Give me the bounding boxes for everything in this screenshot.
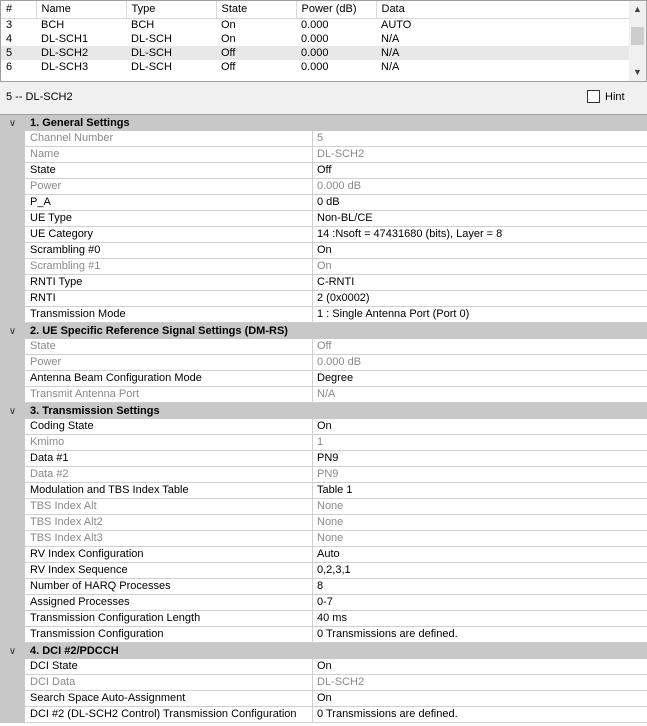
property-name: Scrambling #1 (25, 259, 313, 275)
category-header[interactable] (0, 643, 647, 659)
property-row[interactable] (0, 419, 647, 435)
cell-power: 0.000 (296, 46, 376, 60)
property-name: Assigned Processes (25, 595, 313, 611)
property-row (0, 259, 647, 275)
cell-power: 0.000 (301, 18, 329, 31)
cell-power: 0.000 (301, 60, 329, 73)
property-row[interactable] (0, 195, 647, 211)
cell-data: AUTO (381, 18, 412, 31)
row-gutter (0, 355, 25, 371)
category-header[interactable] (0, 403, 647, 419)
property-value: On (313, 259, 647, 275)
property-row[interactable] (0, 451, 647, 467)
property-value[interactable]: On (313, 659, 647, 675)
property-value[interactable]: Table 1 (313, 483, 647, 499)
cell-state: On (221, 32, 236, 45)
category-title: 1. General Settings (30, 117, 130, 129)
cell-num: 4 (6, 32, 13, 45)
property-row (0, 467, 647, 483)
scroll-up-icon[interactable]: ▲ (633, 4, 642, 14)
property-value: DL-SCH2 (313, 675, 647, 691)
property-value[interactable]: 1 : Single Antenna Port (Port 0) (313, 307, 647, 323)
cell-state: On (221, 18, 236, 31)
property-name: Transmission Mode (25, 307, 313, 323)
col-header-type[interactable]: Type (126, 1, 216, 18)
property-name: DCI #2 (DL-SCH2 Control) Transmission Configuration (25, 707, 313, 723)
property-row[interactable] (0, 691, 647, 707)
row-gutter (0, 675, 25, 691)
property-value[interactable]: 40 ms (313, 611, 647, 627)
row-gutter (0, 275, 25, 291)
property-name: RNTI (25, 291, 313, 307)
row-gutter (0, 691, 25, 707)
row-gutter (0, 291, 25, 307)
property-value: None (313, 515, 647, 531)
scroll-down-icon[interactable]: ▼ (633, 67, 642, 77)
cell-type: DL-SCH (131, 32, 172, 45)
row-gutter (0, 227, 25, 243)
hint-label: Hint (605, 90, 625, 103)
property-row[interactable] (0, 659, 647, 675)
property-row[interactable] (0, 595, 647, 611)
selected-channel-label: 5 -- DL-SCH2 (6, 91, 73, 103)
property-name: P_A (25, 195, 313, 211)
property-value: PN9 (313, 467, 647, 483)
row-gutter (0, 419, 25, 435)
row-gutter (0, 467, 25, 483)
row-gutter (0, 515, 25, 531)
property-name: Scrambling #0 (25, 243, 313, 259)
category-title: 4. DCI #2/PDCCH (30, 645, 119, 657)
row-gutter (0, 243, 25, 259)
cell-data: N/A (381, 32, 400, 45)
property-value: 0.000 dB (313, 355, 647, 371)
row-gutter (0, 483, 25, 499)
property-row (0, 499, 647, 515)
property-value[interactable]: 0 dB (313, 195, 647, 211)
table-row[interactable] (1, 18, 629, 32)
property-name: Transmission Configuration (25, 627, 313, 643)
row-gutter (0, 579, 25, 595)
property-name: Antenna Beam Configuration Mode (25, 371, 313, 387)
property-name: Data #1 (25, 451, 313, 467)
category-header[interactable] (0, 115, 647, 131)
property-grid (0, 114, 647, 726)
property-name: UE Category (25, 227, 313, 243)
property-name: Transmit Antenna Port (25, 387, 313, 403)
property-value[interactable]: 0 Transmissions are defined. (313, 627, 647, 643)
cell-num: 6 (6, 60, 13, 73)
property-value[interactable]: 0 Transmissions are defined. (313, 707, 647, 723)
row-gutter (0, 259, 25, 275)
cell-data: N/A (376, 46, 629, 60)
property-value[interactable]: 14 :Nsoft = 47431680 (bits), Layer = 8 (313, 227, 647, 243)
row-gutter (0, 211, 25, 227)
row-gutter (0, 531, 25, 547)
property-row[interactable] (0, 291, 647, 307)
property-row[interactable] (0, 563, 647, 579)
property-name: UE Type (25, 211, 313, 227)
row-gutter (0, 339, 25, 355)
property-row[interactable] (0, 275, 647, 291)
category-header[interactable] (0, 323, 647, 339)
row-gutter (0, 163, 25, 179)
property-row[interactable] (0, 707, 647, 723)
cell-name: DL-SCH3 (41, 60, 89, 73)
cell-state: Off (221, 60, 236, 73)
collapse-chevron-icon[interactable]: ∨ (8, 645, 17, 657)
collapse-chevron-icon[interactable]: ∨ (8, 405, 17, 417)
property-name: TBS Index Alt (25, 499, 313, 515)
property-name: DCI State (25, 659, 313, 675)
row-gutter (0, 307, 25, 323)
property-name: State (25, 339, 313, 355)
property-value[interactable]: Off (313, 163, 647, 179)
property-row[interactable] (0, 227, 647, 243)
table-row[interactable] (1, 46, 629, 60)
property-row[interactable] (0, 211, 647, 227)
row-gutter (0, 435, 25, 451)
property-row[interactable] (0, 243, 647, 259)
cell-type: DL-SCH (131, 60, 172, 73)
property-name: RNTI Type (25, 275, 313, 291)
row-gutter (0, 371, 25, 387)
property-row (0, 131, 647, 147)
property-name: State (25, 163, 313, 179)
property-name: Modulation and TBS Index Table (25, 483, 313, 499)
property-name: DCI Data (25, 675, 313, 691)
collapse-chevron-icon[interactable]: ∨ (8, 117, 17, 129)
row-gutter (0, 659, 25, 675)
property-name: Search Space Auto-Assignment (25, 691, 313, 707)
col-header-power[interactable]: Power (dB) (296, 1, 376, 18)
row-gutter (0, 147, 25, 163)
property-value[interactable]: 0,2,3,1 (313, 563, 647, 579)
cell-name: DL-SCH2 (36, 46, 126, 60)
channel-grid (1, 1, 630, 74)
property-name: Data #2 (25, 467, 313, 483)
property-value[interactable]: PN9 (313, 451, 647, 467)
cell-state: Off (216, 46, 296, 60)
property-value: DL-SCH2 (313, 147, 647, 163)
property-name: Power (25, 179, 313, 195)
property-value[interactable]: 0-7 (313, 595, 647, 611)
property-value: 5 (313, 131, 647, 147)
property-row (0, 435, 647, 451)
channel-table-header (1, 1, 629, 18)
row-gutter (0, 195, 25, 211)
property-value: Off (313, 339, 647, 355)
row-gutter (0, 131, 25, 147)
property-name: Power (25, 355, 313, 371)
col-header-state[interactable]: State (216, 1, 296, 18)
property-value[interactable]: Auto (313, 547, 647, 563)
property-row (0, 675, 647, 691)
channel-table (0, 0, 647, 82)
property-row (0, 339, 647, 355)
property-row (0, 531, 647, 547)
property-value[interactable]: C-RNTI (313, 275, 647, 291)
property-name: TBS Index Alt3 (25, 531, 313, 547)
scrollbar-thumb[interactable] (631, 27, 644, 45)
row-gutter (0, 451, 25, 467)
property-value[interactable]: Degree (313, 371, 647, 387)
cell-name: BCH (41, 18, 65, 31)
property-value[interactable]: On (313, 691, 647, 707)
row-gutter (0, 611, 25, 627)
category-title: 3. Transmission Settings (30, 405, 160, 417)
property-row (0, 355, 647, 371)
col-header-data[interactable]: Data (376, 1, 629, 18)
row-gutter (0, 179, 25, 195)
property-value[interactable]: Non-BL/CE (313, 211, 647, 227)
property-value: None (313, 499, 647, 515)
property-row[interactable] (0, 611, 647, 627)
property-row[interactable] (0, 579, 647, 595)
row-gutter (0, 547, 25, 563)
property-value[interactable]: On (313, 419, 647, 435)
property-name: Transmission Configuration Length (25, 611, 313, 627)
row-gutter (0, 707, 25, 723)
hint-checkbox-box[interactable] (587, 90, 600, 103)
row-gutter (0, 627, 25, 643)
property-row[interactable] (0, 483, 647, 499)
category-title: 2. UE Specific Reference Signal Settings (DM-RS) (30, 325, 288, 337)
row-gutter (0, 499, 25, 515)
property-value: N/A (313, 387, 647, 403)
property-name: RV Index Sequence (25, 563, 313, 579)
row-gutter (0, 563, 25, 579)
channel-table-scrollbar[interactable] (629, 1, 646, 81)
property-value[interactable]: 8 (313, 579, 647, 595)
hint-checkbox[interactable] (587, 90, 625, 103)
property-value[interactable]: 2 (0x0002) (313, 291, 647, 307)
row-gutter (0, 595, 25, 611)
property-value: None (313, 531, 647, 547)
col-header-name[interactable]: Name (36, 1, 126, 18)
property-row (0, 387, 647, 403)
row-gutter (0, 387, 25, 403)
cell-power: 0.000 (301, 32, 329, 45)
property-row (0, 179, 647, 195)
property-row[interactable] (0, 547, 647, 563)
cell-data: N/A (381, 60, 400, 73)
property-row (0, 515, 647, 531)
property-name: Channel Number (25, 131, 313, 147)
property-row[interactable] (0, 307, 647, 323)
property-row[interactable] (0, 627, 647, 643)
property-name: Coding State (25, 419, 313, 435)
property-name: Name (25, 147, 313, 163)
property-name: TBS Index Alt2 (25, 515, 313, 531)
cell-num: 3 (6, 18, 13, 31)
table-row[interactable] (1, 60, 629, 74)
property-row[interactable] (0, 371, 647, 387)
property-row[interactable] (0, 163, 647, 179)
cell-num: 5 (1, 46, 36, 60)
cell-type: BCH (131, 18, 155, 31)
property-row (0, 147, 647, 163)
property-name: Kmimo (25, 435, 313, 451)
property-name: RV Index Configuration (25, 547, 313, 563)
cell-type: DL-SCH (126, 46, 216, 60)
collapse-chevron-icon[interactable]: ∨ (8, 325, 17, 337)
col-header-num[interactable]: # (1, 1, 36, 18)
property-value[interactable]: On (313, 243, 647, 259)
cell-name: DL-SCH1 (41, 32, 89, 45)
property-value: 1 (313, 435, 647, 451)
property-name: Number of HARQ Processes (25, 579, 313, 595)
table-row[interactable] (1, 32, 629, 46)
property-value: 0.000 dB (313, 179, 647, 195)
